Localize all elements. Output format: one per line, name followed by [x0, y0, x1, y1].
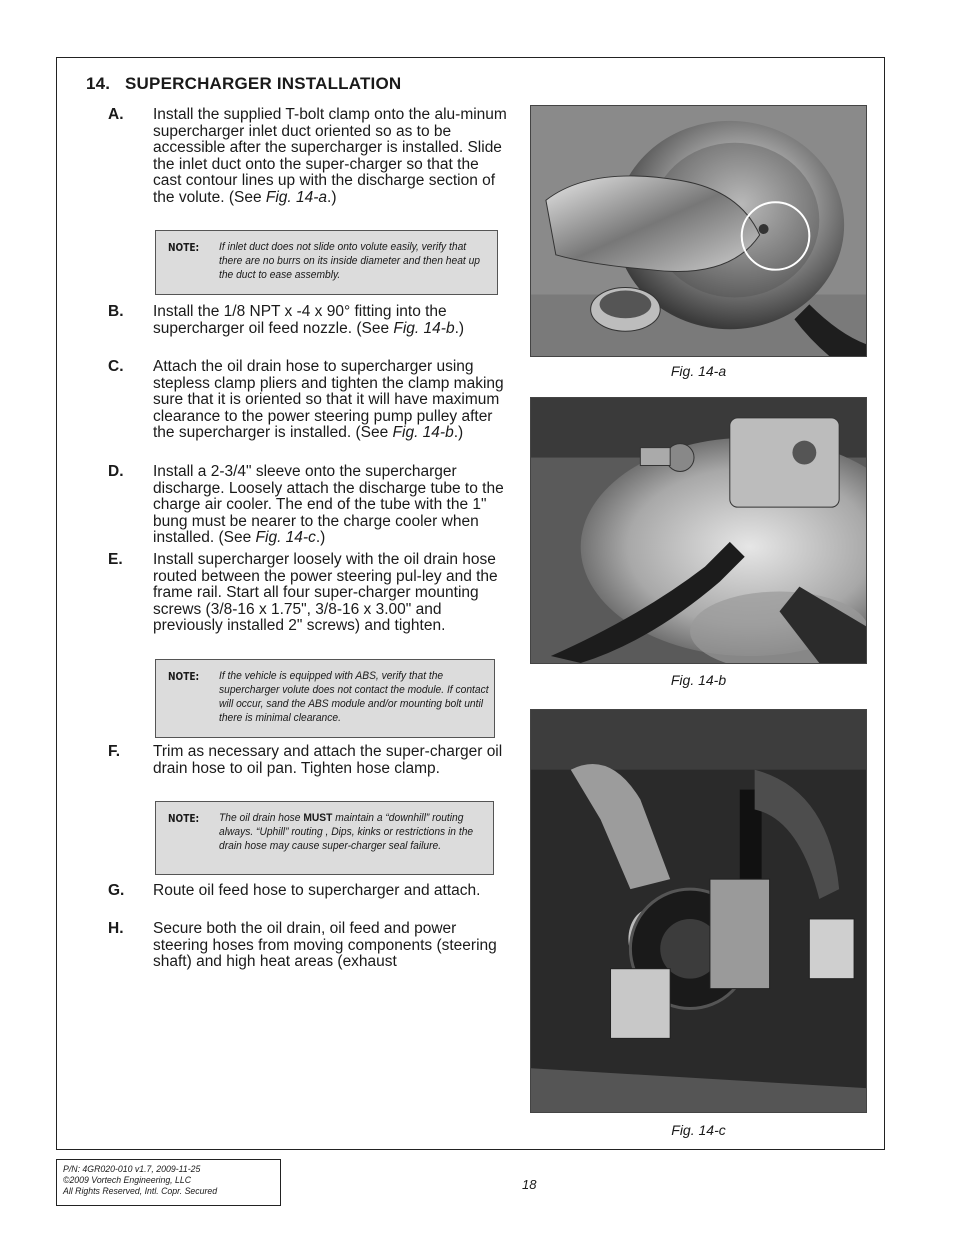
figure-14c-caption: Fig. 14-c [671, 1122, 726, 1138]
step-text [153, 304, 508, 337]
note-abs [155, 659, 495, 738]
step-text-end: .) [327, 188, 337, 206]
step-text-body: Install a 2-3/4" sleeve onto the supercharger discharge. Loosely attach the discharge tube to the charge air cooler. The end of the tube with the 1" bung must be nearer to the charge cooler when installed. (See [153, 463, 504, 547]
page-number: 18 [522, 1177, 537, 1192]
step-text-end: .) [453, 424, 464, 442]
step-letter: E. [108, 551, 123, 568]
step-letter: F. [108, 743, 121, 760]
step-text-end: .) [454, 319, 465, 337]
step-letter: H. [108, 920, 124, 937]
step-letter: D. [108, 463, 124, 480]
step-text-body: Install the supplied T-bolt clamp onto the alu-minum supercharger inlet duct oriented so as to be accessible after the supercharger is installed. Slide the inlet duct onto the super-charger so that the cast contour lines up with the discharge section of the volute. (See [153, 106, 507, 206]
note-label: NOTE: [168, 670, 200, 683]
footer-part-number: P/N: 4GR020-010 v1.7, 2009-11-25 [63, 1164, 201, 1175]
note-text: If inlet duct does not slide onto volute easily, verify that there are no burrs on its inside diameter and then heat up the duct to ease assembly. [219, 241, 481, 281]
note-inlet-duct [155, 230, 498, 295]
note-label: NOTE: [168, 241, 200, 254]
step-text: Trim as necessary and attach the super-charger oil drain hose to oil pan. Tighten hose clamp. [153, 743, 503, 777]
step-letter: C. [108, 358, 124, 375]
note-text [219, 811, 489, 853]
step-text: Secure both the oil drain, oil feed and power steering hoses from moving components (steering shaft) and high heat areas (exhaust [153, 920, 497, 971]
step-letter: G. [108, 882, 125, 899]
step-text [153, 359, 508, 442]
figure-reference: Fig. 14-b [393, 319, 455, 337]
step-text: Route oil feed hose to supercharger and attach. [153, 882, 481, 899]
footer-copyright: ©2009 Vortech Engineering, LLC [63, 1175, 192, 1186]
figure-14c-photo [530, 709, 867, 1113]
figure-reference: Fig. 14-a [265, 188, 328, 206]
step-text [153, 107, 508, 207]
step-letter: A. [108, 106, 124, 123]
step-text-body: Attach the oil drain hose to supercharger using stepless clamp pliers and tighten the clamp making sure that it is oriented so that it will have maximum clearance to the power steering pump pulley after the supercharger is installed. (See [153, 358, 504, 442]
note-text: If the vehicle is equipped with ABS, verify that the supercharger volute does not contact the module. If contact will occur, sand the ABS module and/or mounting bolt until there is minimal clearance. [219, 670, 489, 724]
note-text-body: The oil drain hose [219, 812, 304, 824]
step-text-end: .) [315, 529, 326, 547]
figure-14b-caption: Fig. 14-b [670, 672, 727, 688]
step-text-body: Install the 1/8 NPT x -4 x 90° fitting into the supercharger oil feed nozzle. (See [153, 303, 447, 337]
figure-14a-photo [530, 105, 867, 357]
section-title [86, 74, 401, 94]
section-title-text: SUPERCHARGER INSTALLATION [125, 74, 402, 93]
figure-reference: Fig. 14-b [392, 424, 454, 442]
figure-14a-caption: Fig. 14-a [670, 363, 727, 379]
step-text: Install supercharger loosely with the oil drain hose routed between the power steering pul-ley and the frame rail. Start all four super-charger mounting screws (3/8-16 x 1.75", 3/8-16 x 3.00" and previously installed 2" screws) and tighten. [153, 551, 498, 635]
section-number: 14. [86, 74, 111, 93]
footer-info-box [56, 1159, 281, 1206]
note-emphasis: MUST [303, 812, 333, 824]
step-text [153, 464, 508, 547]
note-text-end: maintain a “downhill” routing always. “Uphill” routing , Dips, kinks or restrictions in the drain hose may cause super-charger seal failure. [219, 812, 474, 852]
note-drain-hose [155, 801, 494, 875]
note-label: NOTE: [168, 812, 200, 825]
figure-14b-photo [530, 397, 867, 664]
step-letter: B. [108, 303, 124, 320]
figure-reference: Fig. 14-c [255, 529, 316, 547]
footer-rights: All Rights Reserved, Intl. Copr. Secured [63, 1186, 218, 1197]
